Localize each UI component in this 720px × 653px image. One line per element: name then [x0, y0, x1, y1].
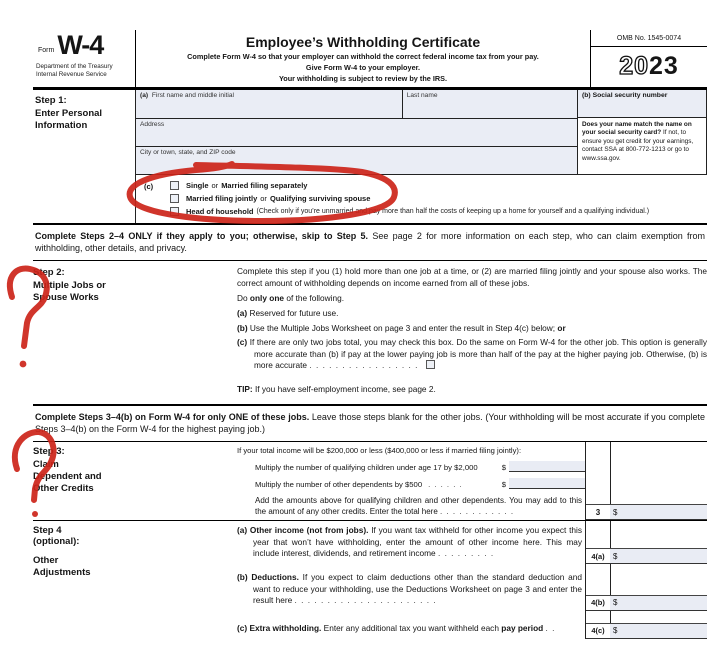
first-name-label: First name and middle initial — [151, 91, 234, 99]
ssn-note — [578, 118, 706, 174]
step3-section — [33, 442, 707, 521]
step4-b-row-number: 4(b) — [591, 598, 605, 608]
step4-b-rest: If you expect to claim deductions other than the standard deduction and want to reduce your withholding, use the Deductions Worksheet on page 3 and enter the result here — [253, 572, 582, 606]
step4-a-currency: $ — [613, 551, 618, 561]
step4-a-amount-column — [585, 521, 707, 564]
steps-3-4-banner — [33, 404, 707, 442]
step3-total-row — [586, 504, 707, 520]
form-year — [591, 47, 707, 87]
step2-c-leader-dots: . . . . . . . . . . . . . . . . . — [309, 360, 419, 371]
omb-number: OMB No. 1545-0074 — [591, 30, 707, 47]
filing-hoh-description: (Check only if you’re unmarried and pay more than half the costs of keeping up a home for yourself and a qualifying individual.) — [256, 207, 650, 215]
filing-hoh-label: Head of household — [186, 206, 254, 216]
step4-c-row — [586, 623, 707, 639]
step2-c-tag: (c) — [237, 337, 248, 348]
address-field[interactable] — [136, 119, 577, 146]
form-word: Form — [38, 46, 55, 54]
step4-c-leader-dots: . . — [545, 622, 556, 633]
step4-a-row-number: 4(a) — [591, 551, 605, 561]
ssn-tag: (b) — [582, 91, 591, 99]
step4-a-text — [237, 521, 585, 564]
step3-sublabel: Claim Dependent and Other Credits — [33, 458, 102, 494]
step4-b-bold: (b) Deductions. — [237, 572, 299, 583]
step3-children-currency: $ — [501, 462, 506, 472]
step3-intro: If your total income will be $200,000 or less ($400,000 or less if married filing jointly): — [237, 445, 522, 455]
step3-row-number: 3 — [595, 507, 601, 517]
ssn-field[interactable] — [578, 90, 706, 118]
step4-label: Step 4 — [33, 525, 62, 537]
step2-label: Step 2: — [33, 267, 65, 279]
step4-c-row-number: 4(c) — [591, 626, 605, 635]
step2-item-c — [237, 337, 707, 372]
last-name-field[interactable] — [403, 90, 577, 118]
red-question-mark-1-dot — [20, 361, 27, 368]
step2-tip-rest: If you have self-employment income, see page 2. — [254, 383, 436, 394]
step3-children-text: Multiply the number of qualifying children under age 17 by $2,000 — [255, 462, 478, 472]
step4-c-amount-column — [585, 611, 707, 639]
step4-a-bold: (a) Other income (not from jobs). — [237, 525, 369, 536]
step4-c-text — [237, 611, 585, 639]
step2-do-post: of the following. — [286, 293, 345, 304]
step2-intro: Complete this step if you (1) hold more than one job at a time, or (2) are married filing jointly and your spouse also works. The correct amount of withholding depends on income earned from all of these jobs. — [237, 266, 707, 288]
step4-b-row — [586, 595, 707, 611]
step4-c-bold: (c) Extra withholding. — [237, 622, 322, 633]
step2-a-text: Reserved for future use. — [249, 307, 339, 318]
omb-year-block — [591, 30, 707, 87]
step4-a-row — [586, 548, 707, 564]
step4-item-c — [237, 611, 707, 639]
form-title-block — [135, 30, 591, 87]
step1-label: Step 1: — [35, 94, 67, 106]
step4-sublabel: Other Adjustments — [33, 555, 91, 579]
filing-joint-label: Married filing jointly — [186, 193, 258, 203]
step4-c-rest: Enter any additional tax you want withheld each — [323, 622, 499, 633]
step4-c-amount-field[interactable] — [610, 624, 707, 638]
city-state-zip-field[interactable] — [136, 147, 577, 174]
filing-single-label: Single — [186, 180, 209, 190]
city-state-zip-label: City or town, state, and ZIP code — [140, 148, 236, 156]
step3-total-sentence: Add the amounts above for qualifying children and other dependents. You may add to this the amount of any other credits. Enter the total here — [255, 495, 582, 517]
step2-do-pre: Do — [237, 293, 248, 304]
step4-b-leader-dots: . . . . . . . . . . . . . . . . . . . . . . — [294, 595, 437, 606]
department-line: Department of the Treasury — [36, 62, 113, 70]
step2-section — [33, 261, 707, 403]
step3-dependents-amount-field[interactable] — [509, 478, 585, 489]
first-name-field[interactable] — [136, 90, 403, 118]
step4-a-amount-field[interactable] — [610, 549, 707, 563]
ssn-note-rest: If not, to ensure you get credit for your earnings, contact SSA at 800-772-1213 or go to www.ssa.gov. — [582, 129, 694, 162]
filing-single-or: or — [211, 180, 219, 190]
steps-2-4-banner — [33, 225, 707, 261]
step4-section — [33, 521, 707, 638]
step4-b-currency: $ — [613, 598, 618, 608]
steps-2-4-banner-bold: Complete Steps 2–4 ONLY if they apply to you; otherwise, skip to Step 5. — [35, 230, 369, 241]
step2-b-or: or — [557, 322, 566, 333]
address-label: Address — [140, 120, 165, 128]
first-name-tag: (a) — [140, 91, 149, 99]
filing-status-hoh-checkbox[interactable] — [170, 207, 179, 216]
steps-2-4-banner-rest: See page 2 for more information on each step, who can claim exemption from withholding, other details, and privacy. — [35, 230, 705, 253]
filing-separately-label: Married filing separately — [221, 180, 308, 190]
step4-c-bold2: pay period — [501, 622, 544, 633]
form-subtitle-1: Complete Form W-4 so that your employer can withhold the correct federal income tax from your pay. — [187, 52, 539, 61]
step4-b-amount-column — [585, 564, 707, 611]
step3-dependents-currency: $ — [501, 479, 506, 489]
filing-surviving-spouse-label: Qualifying surviving spouse — [269, 193, 371, 203]
step3-dependents-row — [237, 478, 585, 489]
filing-status-section — [136, 175, 707, 223]
step4-b-amount-field[interactable] — [610, 596, 707, 610]
w4-form — [33, 30, 707, 639]
step4-a-leader-dots: . . . . . . . . . — [437, 548, 495, 559]
step2-tip-bold: TIP: — [237, 383, 253, 394]
step2-do-line — [237, 293, 707, 305]
filing-status-single-row — [170, 181, 652, 190]
step4-a-rest: If you want tax withheld for other income you expect this year that won’t have withholding, enter the amount of other income here. This may include interest, dividends, and retirement income — [253, 525, 582, 559]
step3-total-text — [237, 495, 585, 517]
step3-total-currency: $ — [613, 507, 618, 517]
step2-a-tag: (a) — [237, 307, 248, 318]
step4-c-currency: $ — [613, 626, 618, 635]
agency-line: Internal Revenue Service — [36, 70, 107, 78]
two-jobs-checkbox[interactable] — [426, 360, 435, 369]
step2-c-text: If there are only two jobs total, you may check this box. Do the same on Form W-4 for the other job. This option is generally more accurate than (b) if pay at the lower paying job is more than half of the pay at the higher paying job. Otherwise, (b) is more accurate — [249, 337, 708, 371]
steps-3-4-banner-rest: Leave those steps blank for the other jobs. (Your withholding will be most accurate if you complete Steps 3–4(b) on the Form W-4 for the highest paying job.) — [35, 411, 705, 434]
step2-b-tag: (b) — [237, 322, 248, 333]
step2-item-b — [237, 323, 707, 335]
step4-item-b — [237, 564, 707, 611]
step1-sublabel: Enter Personal Information — [35, 107, 103, 131]
step4-b-text — [237, 564, 585, 611]
step2-item-a — [237, 308, 707, 320]
filing-status-single-checkbox[interactable] — [170, 181, 179, 190]
step4-label-optional: (optional): — [33, 536, 80, 548]
year-suffix: 23 — [649, 52, 679, 81]
step2-b-text: Use the Multiple Jobs Worksheet on page 3 and enter the result in Step 4(c) below; — [249, 322, 556, 333]
form-subtitle-2: Give Form W-4 to your employer. — [305, 62, 421, 72]
step3-children-amount-field[interactable] — [509, 461, 585, 472]
form-number: W-4 — [57, 30, 104, 60]
form-subtitle-3: Your withholding is subject to review by the IRS. — [278, 73, 448, 83]
form-header — [33, 30, 707, 90]
steps-3-4-banner-bold: Complete Steps 3–4(b) on Form W-4 for only ONE of these jobs. — [35, 411, 310, 422]
form-number-block — [33, 30, 135, 87]
filing-status-hoh-row — [170, 207, 652, 216]
filing-status-joint-row — [170, 194, 652, 203]
step1-section — [33, 90, 707, 225]
step2-do-bold: only one — [249, 293, 285, 304]
step3-amount-column — [585, 442, 707, 520]
year-prefix: 20 — [619, 52, 649, 81]
ssn-note-bold: Does your name match the name on your social security card? — [582, 120, 692, 137]
step2-sublabel: Multiple Jobs or Spouse Works — [33, 280, 106, 303]
filing-status-tag: (c) — [144, 181, 154, 191]
filing-status-joint-checkbox[interactable] — [170, 194, 179, 203]
step3-total-leader-dots: . . . . . . . . . . . . — [440, 507, 515, 517]
ssn-label: Social security number — [592, 91, 668, 99]
step3-total-amount-field[interactable] — [610, 505, 707, 519]
step4-item-a — [237, 521, 707, 564]
filing-joint-or: or — [260, 193, 267, 203]
step3-label: Step 3: — [33, 445, 65, 457]
step3-dependents-leader-dots: . . . . . . — [428, 479, 463, 489]
last-name-label: Last name — [406, 91, 438, 99]
step2-tip — [237, 384, 707, 396]
form-title: Employee’s Withholding Certificate — [245, 34, 481, 50]
step3-children-row — [237, 461, 585, 472]
step3-dependents-text: Multiply the number of other dependents by $500 — [255, 479, 423, 489]
